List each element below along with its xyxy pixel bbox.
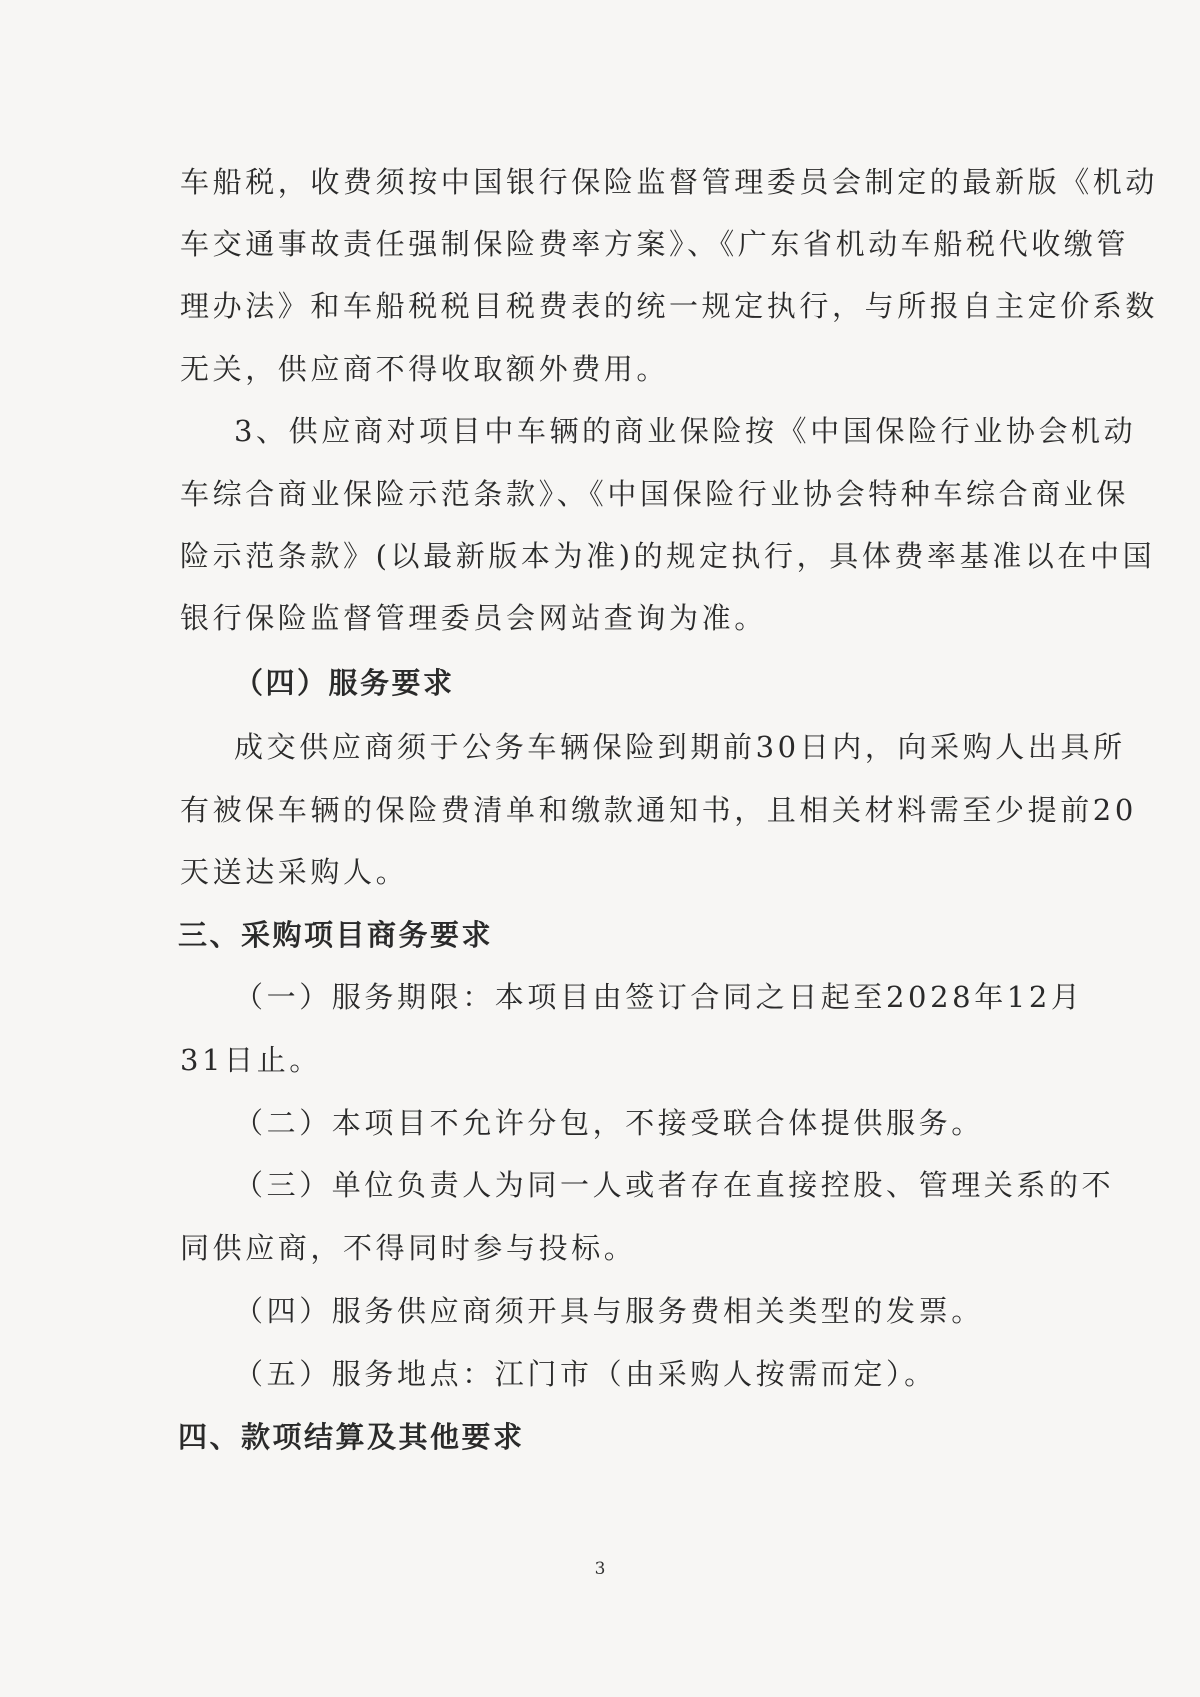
section-heading: 三、采购项目商务要求 (178, 918, 494, 952)
paragraph-line: 车综合商业保险示范条款》、《中国保险行业协会特种车综合商业保 (180, 477, 1130, 511)
paragraph-line: （三）单位负责人为同一人或者存在直接控股、管理关系的不 (234, 1168, 1115, 1202)
paragraph-line: 3、供应商对项目中车辆的商业保险按《中国保险行业协会机动 (234, 414, 1137, 448)
paragraph-line: （四）服务供应商须开具与服务费相关类型的发票。 (234, 1294, 984, 1328)
section-subheading: （四）服务要求 (234, 666, 455, 700)
paragraph-line: 车交通事故责任强制保险费率方案》、《广东省机动车船税代收缴管 (180, 227, 1130, 261)
paragraph-line: 成交供应商须于公务车辆保险到期前30日内，向采购人出具所 (234, 730, 1126, 764)
paragraph-line: 同供应商，不得同时参与投标。 (180, 1231, 637, 1265)
section-heading: 四、款项结算及其他要求 (178, 1420, 525, 1454)
paragraph-line: 有被保车辆的保险费清单和缴款通知书，且相关材料需至少提前20 (180, 793, 1137, 827)
paragraph-line: （一）服务期限：本项目由签订合同之日起至2028年12月 (234, 980, 1084, 1014)
paragraph-line: 险示范条款》(以最新版本为准)的规定执行，具体费率基准以在中国 (180, 539, 1156, 573)
paragraph-line: （二）本项目不允许分包，不接受联合体提供服务。 (234, 1106, 984, 1140)
paragraph-line: 车船税，收费须按中国银行保险监督管理委员会制定的最新版《机动 (180, 165, 1159, 199)
page-number: 3 (594, 1559, 606, 1579)
paragraph-line: 银行保险监督管理委员会网站查询为准。 (180, 601, 767, 635)
paragraph-line: 无关，供应商不得收取额外费用。 (180, 352, 670, 386)
paragraph-line: （五）服务地点：江门市（由采购人按需而定）。 (234, 1357, 937, 1391)
paragraph-line: 31日止。 (180, 1043, 322, 1077)
paragraph-line: 天送达采购人。 (180, 855, 409, 889)
paragraph-line: 理办法》和车船税税目税费表的统一规定执行，与所报自主定价系数 (180, 289, 1159, 323)
